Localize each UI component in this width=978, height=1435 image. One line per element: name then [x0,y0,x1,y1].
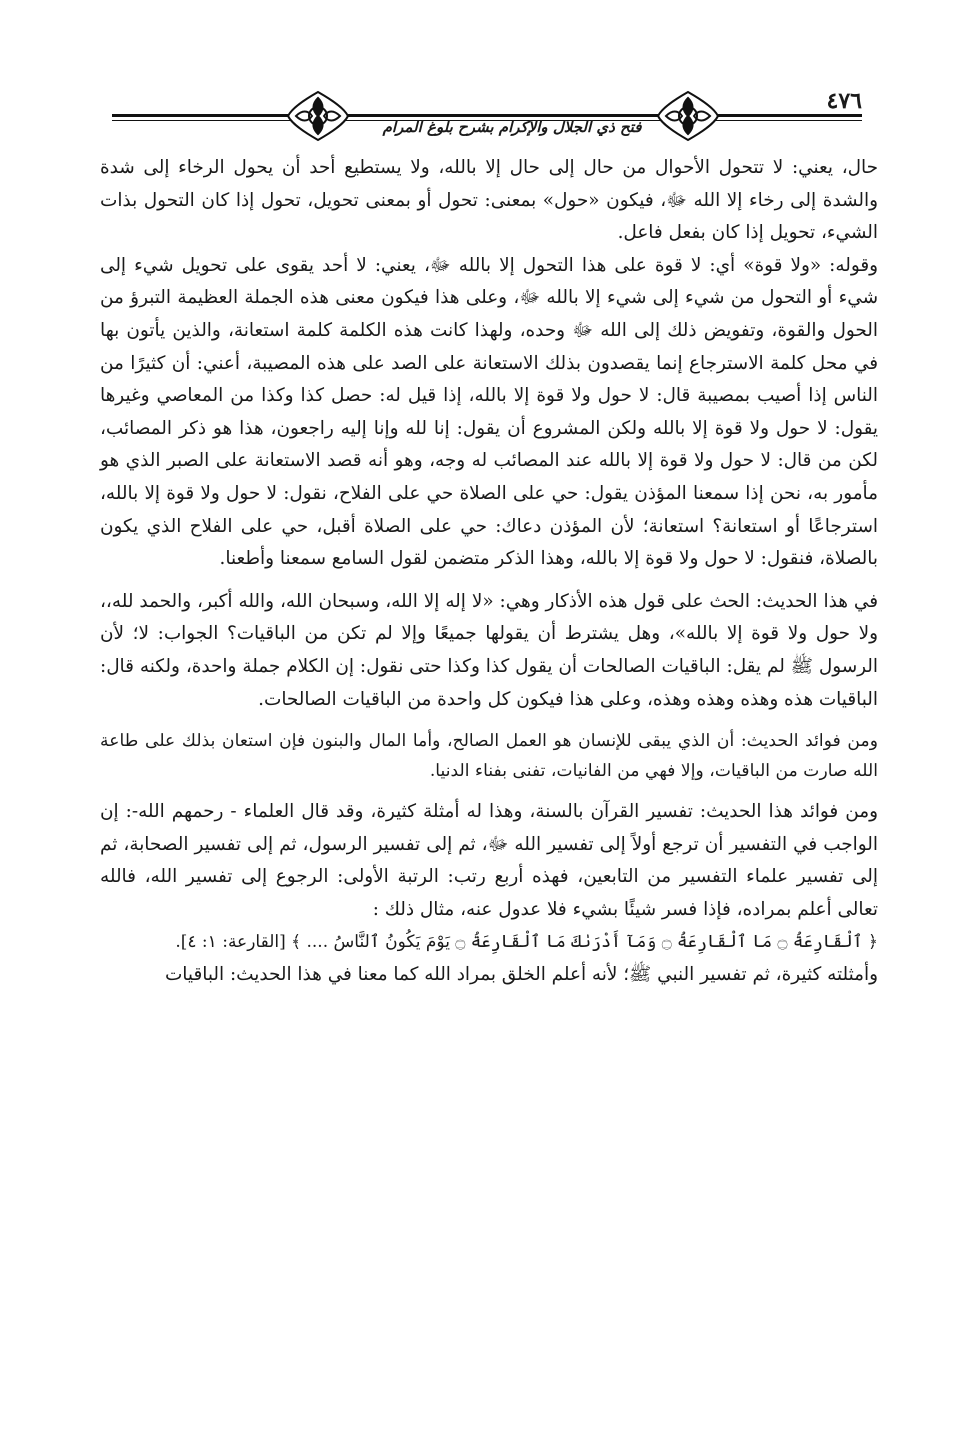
floral-ornament-icon [652,86,724,146]
page-header [112,84,862,144]
paragraph: وقوله: «ولا قوة» أي: لا قوة على هذا التحول إلا بالله ﷻ، يعني: لا أحد يقوى على تحويل شيء إلى شيء أو التحول من شيء إلى شيء إلا بالله ﷻ، وعلى هذا فيكون معنى هذه الجملة العظيمة التبرؤ من الحول والقوة، وتفويض ذلك إلى الله ﷻ وحده، ولهذا كانت هذه الكلمة كلمة استعانة، والذين يأتون بها في محل كلمة الاسترجاع إنما يقصدون بذلك الاستعانة على الصد على هذه المصيبة، أعني: أن كثيرًا من الناس إذا أصيب بمصيبة قال: لا حول ولا قوة إلا بالله، إذا قيل له: حصل كذا وكذا من المعاصي وغيرها يقول: لا حول ولا قوة إلا بالله ولكن المشروع أن يقول: إنا لله وإنا إليه راجعون، هذا هو ذكر المصائب، لكن من قال: لا حول ولا قوة إلا بالله عند المصائب له وجه، وهو أنه قصد الاستعانة على الصبر الذي هو مأمور به، نحن إذا سمعنا المؤذن يقول: حي على الصلاة حي على الفلاح، نقول: لا حول ولا قوة إلا بالله، استرجاعًا أو استعانة؟ استعانة؛ لأن المؤذن دعاك: حي على الصلاة أقبل، حي على الفلاح الذي يكون بالصلاة، فنقول: لا حول ولا قوة إلا بالله، وهذا الذكر متضمن لقول السامع سمعنا وأطعنا. [100,254,878,570]
page-body [100,152,878,992]
header-rule-thick [112,114,862,117]
floral-ornament-icon [282,86,354,146]
paragraph: حال، يعني: لا تتحول الأحوال من حال إلى حال إلا بالله، ولا يستطيع أحد أن يحول الرخاء إلى شدة والشدة إلى رخاء إلا الله ﷻ، فيكون «حول» بمعنى: تحول أو بمعنى تحويل، تحول إذا كان التحول بذات الشيء، تحويل إذا كان بفعل فاعل. [100,157,878,244]
paragraph: وأمثلته كثيرة، ثم تفسير النبي ﷺ؛ لأنه أعلم الخلق بمراد الله كما معنا في هذا الحديث: الباقيات [164,964,878,986]
paragraph: في هذا الحديث: الحث على قول هذه الأذكار وهي: «لا إله إلا الله، وسبحان الله، والله أكبر، والحمد لله،، ولا حول ولا قوة إلا بالله»، وهل يشترط أن يقولها جميعًا وإلا لم تكن من الباقيات؟ الجواب: لا؛ لأن الرسول ﷺ لم يقل: الباقيات الصالحات أن يقول كذا وكذا حتى نقول: إن الكلام جملة واحدة، ولكنه قال: الباقيات هذه وهذه وهذه وهذه، وعلى هذا فيكون كل واحدة من الباقيات الصالحات. [100,590,878,710]
running-title: فتح ذي الجلال والإكرام بشرح بلوغ المرام [382,118,642,136]
page-number: ٤٧٦ [821,88,862,114]
quran-verse: ﴿ ٱلْقَارِعَةُ ۝ مَا ٱلْقَارِعَةُ ۝ وَمَآ أَدْرَىٰكَ مَا ٱلْقَارِعَةُ ۝ يَوْمَ يَكُونُ ٱلنَّاسُ .... ﴾ [القارعة: ١: ٤]. [175,932,878,953]
paragraph: ومن فوائد الحديث: أن الذي يبقى للإنسان هو العمل الصالح، وأما المال والبنون فإن استعان بذلك على طاعة الله صارت من الباقيات، وإلا فهي من الفانيات، تفنى بفناء الدنيا. [100,731,878,782]
paragraph: ومن فوائد هذا الحديث: تفسير القرآن بالسنة، وهذا له أمثلة كثيرة، وقد قال العلماء - رحمهم الله-: إن الواجب في التفسير أن ترجع أولاً إلى تفسير الله ﷻ، ثم إلى تفسير الرسول، ثم إلى تفسير الصحابة، ثم إلى تفسير علماء التفسير من التابعين، فهذه أربع رتب: الرتبة الأولى: الرجوع إلى تفسير الله، فالله تعالى أعلم بمراده، فإذا فسر شيئًا بشيء فلا عدول عنه، مثال ذلك : [100,801,878,920]
